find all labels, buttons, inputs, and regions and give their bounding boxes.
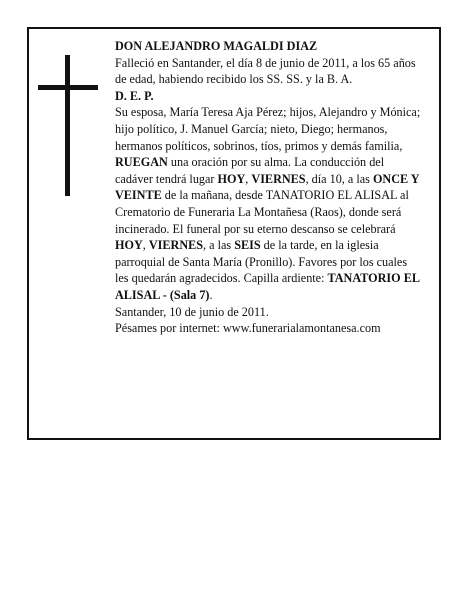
hoy-word-2: HOY bbox=[115, 238, 143, 253]
rip-line: D. E. P. bbox=[115, 88, 154, 103]
obituary-text bbox=[115, 38, 423, 337]
date-line: Santander, 10 de junio de 2011. bbox=[115, 304, 269, 319]
chapel-location: TANATORIO EL ALISAL - (Sala 7) bbox=[115, 271, 420, 302]
cross-icon-bar bbox=[38, 85, 98, 90]
condolences-line: Pésames por internet: www.funerarialamontanesa.com bbox=[115, 321, 381, 336]
viernes-word: VIERNES bbox=[251, 171, 306, 186]
ceremony-details: RUEGAN una oración por su alma. La conducción del cadáver tendrá lugar HOY, VIERNES, día 10, a las ONCE Y VEINTE de la mañana, desde TANATORIO EL ALISAL al Crematorio de Funeraria La Montañesa (Raos), donde será incinerado. El funeral por su eterno descanso se celebrará HOY, VIERNES, a las SEIS de la tarde, en la iglesia parroquial de Santa María (Pronillo). Favores por los cuales les quedarán agradecidos. Capilla ardiente: TANATORIO EL ALISAL - (Sala 7). bbox=[115, 155, 420, 302]
ruegan-word: RUEGAN bbox=[115, 155, 168, 170]
family-list: Su esposa, María Teresa Aja Pérez; hijos, Alejandro y Mónica; hijo político, J. Manuel García; nieto, Diego; hermanos, hermanos políticos, sobrinos, tíos, primos y demás familia, bbox=[115, 105, 421, 153]
death-notice: Falleció en Santander, el día 8 de junio de 2011, a los 65 años de edad, habiendo recibido los SS. SS. y la B. A. bbox=[115, 55, 416, 87]
viernes-word-2: VIERNES bbox=[148, 238, 204, 253]
funeral-time: SEIS bbox=[234, 238, 261, 253]
conduction-time: ONCE Y VEINTE bbox=[115, 171, 420, 203]
cross-icon bbox=[65, 55, 70, 196]
deceased-name: DON ALEJANDRO MAGALDI DIAZ bbox=[115, 39, 318, 53]
hoy-word: HOY bbox=[217, 171, 246, 186]
